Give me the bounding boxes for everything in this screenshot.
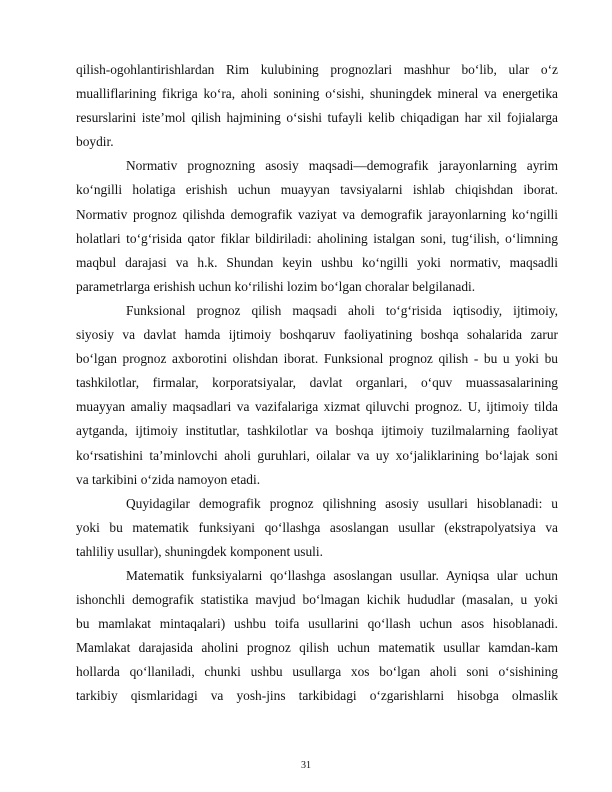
text-line: aytganda, ijtimoiy institutlar, tashkilotlar va boshqa ijtimoiy tuzilmalarning faoliyat: [76, 423, 558, 439]
paragraph: [76, 492, 558, 564]
text-line: resurslarini iste’mol qilish hajmining o‘sishi tufayli kelib chiqadigan har xil fojialarga: [76, 110, 558, 126]
text-line: maqbul darajasi va h.k. Shundan keyin ushbu ko‘ngilli yoki normativ, maqsadli: [76, 254, 558, 270]
text-line: Normativ prognozning asosiy maqsadi—demografik jarayonlarning ayrim: [126, 158, 558, 174]
text-line: ishonchli demografik statistika mavjud bo‘lmagan kichik hududlar (masalan, u yoki: [76, 592, 558, 608]
text-line: parametrlarga erishish uchun ko‘rilishi lozim bo‘lgan choralar belgilanadi.: [76, 278, 476, 294]
text-line: ko‘rsatishini ta’minlovchi aholi guruhlari, oilalar va uy xo‘jaliklarining bo‘lajak soni: [76, 447, 558, 463]
paragraph: [76, 564, 558, 709]
paragraph: [76, 299, 558, 492]
page-number: 31: [301, 760, 311, 771]
text-line: yoki bu matematik funksiyani qo‘llashga asoslangan usullar (ekstrapolyatsiya va: [76, 519, 558, 535]
body-text: [76, 58, 558, 709]
paragraph: [76, 154, 558, 299]
text-line: hollarda qo‘llaniladi, chunki ushbu usullarga xos bo‘lgan aholi soni o‘sishining: [76, 664, 558, 680]
text-line: bu mamlakat mintaqalari) ushbu toifa usullarini qo‘llash uchun asos hisoblanadi.: [76, 616, 558, 632]
text-line: Mamlakat darajasida aholini prognoz qilish uchun matematik usullar kamdan-kam: [76, 640, 558, 656]
paragraph: [76, 58, 558, 154]
text-line: ko‘ngilli holatiga erishish uchun muayyan tavsiyalarni ishlab chiqishdan iborat.: [76, 182, 558, 198]
text-line: Normativ prognoz qilishda demografik vaziyat va demografik jarayonlarning ko‘ngilli: [76, 206, 558, 222]
text-line: muayyan amaliy maqsadlari va vazifalariga xizmat qiluvchi prognoz. U, ijtimoiy tilda: [76, 399, 558, 415]
text-line: Funksional prognoz qilish maqsadi aholi to‘g‘risida iqtisodiy, ijtimoiy,: [126, 302, 558, 318]
text-line: mualliflarining fikriga ko‘ra, aholi sonining o‘sishi, shuningdek mineral va energetika: [76, 86, 558, 102]
text-line: bo‘lgan prognoz axborotini olishdan iborat. Funksional prognoz qilish - bu u yoki bu: [76, 351, 558, 367]
text-line: qilish-ogohlantirishlardan Rim kulubining prognozlari mashhur bo‘lib, ular o‘z: [76, 62, 558, 77]
text-line: Quyidagilar demografik prognoz qilishning asosiy usullari hisoblanadi: u: [126, 495, 558, 511]
text-line: va tarkibini o‘zida namoyon etadi.: [76, 471, 261, 487]
text-line: tashkilotlar, firmalar, korporatsiyalar, davlat organlari, o‘quv muassasalarining: [76, 375, 558, 391]
text-line: tarkibiy qismlaridagi va yosh-jins tarkibidagi o‘zgarishlarni hisobga olmaslik: [76, 688, 558, 704]
text-line: Matematik funksiyalarni qo‘llashga asoslangan usullar. Ayniqsa ular uchun: [126, 567, 558, 583]
text-line: siyosiy va davlat hamda ijtimoiy boshqaruv faoliyatining boshqa sohalarida zarur: [76, 327, 558, 343]
text-line: tahliliy usullar), shuningdek komponent usuli.: [76, 543, 323, 559]
text-line: boydir.: [76, 134, 114, 150]
text-line: holatlari to‘g‘risida qator fiklar bildiriladi: aholining istalgan soni, tug‘ilish, o‘limning: [76, 230, 558, 246]
